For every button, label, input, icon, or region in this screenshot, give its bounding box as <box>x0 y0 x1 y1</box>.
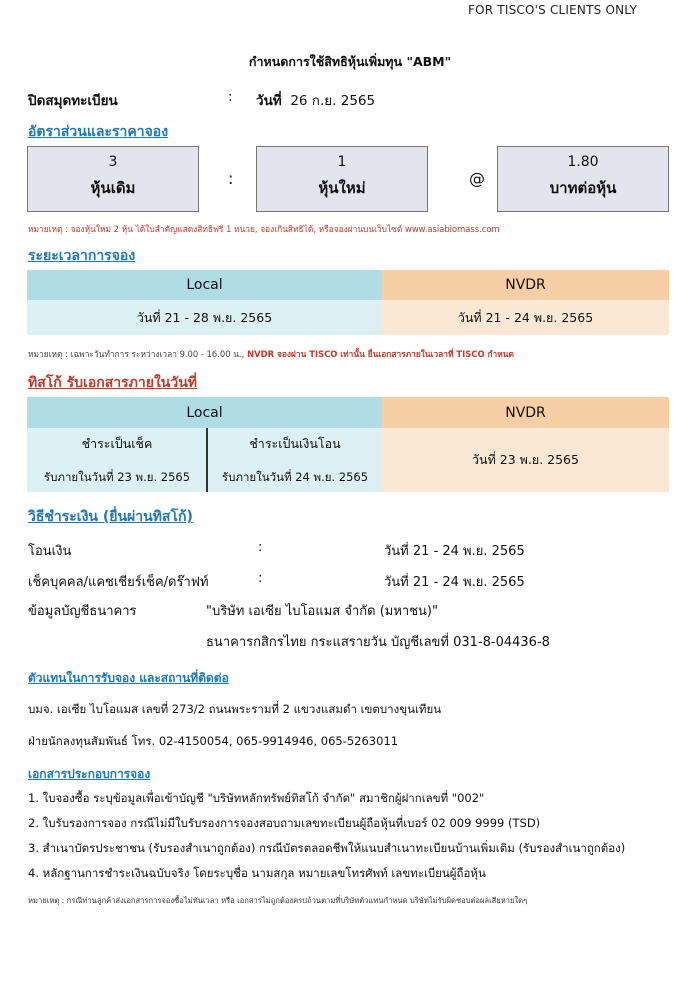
payment-transfer-label: โอนเงิน <box>28 544 72 559</box>
docs-local-header: Local <box>27 397 382 428</box>
record-date-colon: : <box>228 89 233 105</box>
documents-item-3: 3. สำเนาบัตรประชาชน (รับรองสำเนาถูกต้อง) กรณีบัตรตลอดชีพให้แนบสำเนาทะเบียนบ้านเพิ่มเติม (รับรองสำเนาถูกต้อง) <box>28 841 626 855</box>
docs-nvdr-header: NVDR <box>382 397 669 428</box>
record-date-date: 26 ก.ย. 2565 <box>290 93 376 109</box>
bank-info-label: ข้อมูลบัญชีธนาคาร <box>28 604 137 619</box>
at-sign: @ <box>469 169 485 188</box>
period-nvdr-date: วันที่ 21 - 24 พ.ย. 2565 <box>382 300 669 335</box>
subscription-period-heading: ระยะเวลาการจอง <box>28 248 136 264</box>
docs-cheque-cell <box>27 428 207 492</box>
documents-item-1: 1. ใบจองซื้อ ระบุข้อมูลเพื่อเข้าบัญชี "บริษัทหลักทรัพย์ทิสโก้ จำกัด" สมาชิกผู้ฝากเลขที่ "002" <box>28 791 485 805</box>
period-local-header: Local <box>27 270 382 300</box>
docs-transfer-date: รับภายในวันที่ 24 พ.ย. 2565 <box>221 470 369 484</box>
record-date-label: ปิดสมุดทะเบียน <box>28 93 118 109</box>
documents-item-2: 2. ใบรับรองการจอง กรณีไม่มีใบรับรองการจองสอบถามเลขทะเบียนผู้ถือหุ้นที่เบอร์ 02 009 9999 (TSD) <box>28 816 541 830</box>
new-shares-value: 1 <box>337 154 347 170</box>
payment-heading: วิธีชำระเงิน (ยื่นผ่านทิสโก้) <box>28 509 193 525</box>
ratio-box-new-shares <box>256 146 428 212</box>
ratio-colon: : <box>228 169 234 188</box>
agent-contact: ฝ่ายนักลงทุนสัมพันธ์ โทร. 02-4150054, 065-9914946, 065-5263011 <box>28 734 399 748</box>
agent-heading: ตัวแทนในการรับจอง และสถานที่ติดต่อ <box>28 671 229 685</box>
docs-nvdr-date: วันที่ 23 พ.ย. 2565 <box>382 428 669 492</box>
documents-item-4: 4. หลักฐานการชำระเงินฉบับจริง โดยระบุชื่อ นามสกุล หมายเลขโทรศัพท์ เลขทะเบียนผู้ถือหุ้น <box>28 866 486 880</box>
ratio-note: หมายเหตุ : จองหุ้นใหม่ 2 หุ้น ได้ใบสำคัญแสดงสิทธิฟรี 1 หน่วย, จองเกินสิทธิได้, หรือจองผ่านบนเว็บไซต์ www.asiabiomass.com <box>28 224 500 234</box>
old-shares-label: หุ้นเดิม <box>90 179 136 197</box>
payment-cheque-label: เช็คบุคคล/แคชเชียร์เช็ค/ดร๊าฟท์ <box>28 575 209 590</box>
ratio-heading: อัตราส่วนและราคาจอง <box>28 124 169 140</box>
ratio-box-price <box>497 146 669 212</box>
documents-heading: เอกสารประกอบการจอง <box>28 767 151 781</box>
bank-account-name: "บริษัท เอเซีย ไบโอแมส จำกัด (มหาชน)" <box>206 604 438 619</box>
period-note <box>28 347 514 361</box>
bank-account-detail: ธนาคารกสิกรไทย กระแสรายวัน บัญชีเลขที่ 031-8-04436-8 <box>206 635 550 650</box>
agent-address: บมจ. เอเซีย ไบโอแมส เลขที่ 273/2 ถนนพระรามที่ 2 แขวงแสมดำ เขตบางขุนเทียน <box>28 702 442 716</box>
clients-only-note: FOR TISCO'S CLIENTS ONLY <box>468 3 638 17</box>
page-title: กำหนดการใช้สิทธิหุ้นเพิ่มทุน "ABM" <box>248 54 452 69</box>
record-date-value <box>256 89 375 111</box>
payment-transfer-date: วันที่ 21 - 24 พ.ย. 2565 <box>384 544 525 559</box>
price-label: บาทต่อหุ้น <box>549 179 617 197</box>
documents-note: หมายเหตุ : กรณีท่านลูกค้าส่งเอกสารการจองซื้อไม่ทันเวลา หรือ เอกสารไม่ถูกต้องครบถ้วนตามที่บริษัทตัวแทนกำหนด บริษัทไม่รับผิดชอบต่อผลเสียหายใดๆ <box>28 896 528 905</box>
period-note-text: หมายเหตุ : เฉพาะวันทำการ ระหว่างเวลา 9.00 - 16.00 น., <box>28 349 245 359</box>
price-value: 1.80 <box>567 154 599 170</box>
period-local-date: วันที่ 21 - 28 พ.ย. 2565 <box>27 300 382 335</box>
period-note-nvdr: NVDR จองผ่าน TISCO เท่านั้น ยื่นเอกสารภายในเวลาที่ TISCO กำหนด <box>244 349 514 359</box>
payment-cheque-colon: : <box>258 571 263 586</box>
record-date-prefix: วันที่ <box>256 93 282 109</box>
payment-transfer-colon: : <box>258 540 263 555</box>
new-shares-label: หุ้นใหม่ <box>318 179 366 197</box>
docs-cheque-label: ชำระเป็นเช็ค <box>81 436 153 451</box>
docs-transfer-label: ชำระเป็นเงินโอน <box>249 436 341 451</box>
docs-cheque-date: รับภายในวันที่ 23 พ.ย. 2565 <box>43 470 191 484</box>
old-shares-value: 3 <box>108 154 118 170</box>
period-nvdr-header: NVDR <box>382 270 669 300</box>
docs-transfer-cell <box>208 428 382 492</box>
ratio-box-old-shares <box>27 146 199 212</box>
tisco-docs-heading: ทิสโก้ รับเอกสารภายในวันที่ <box>28 375 198 391</box>
payment-cheque-date: วันที่ 21 - 24 พ.ย. 2565 <box>384 575 525 590</box>
